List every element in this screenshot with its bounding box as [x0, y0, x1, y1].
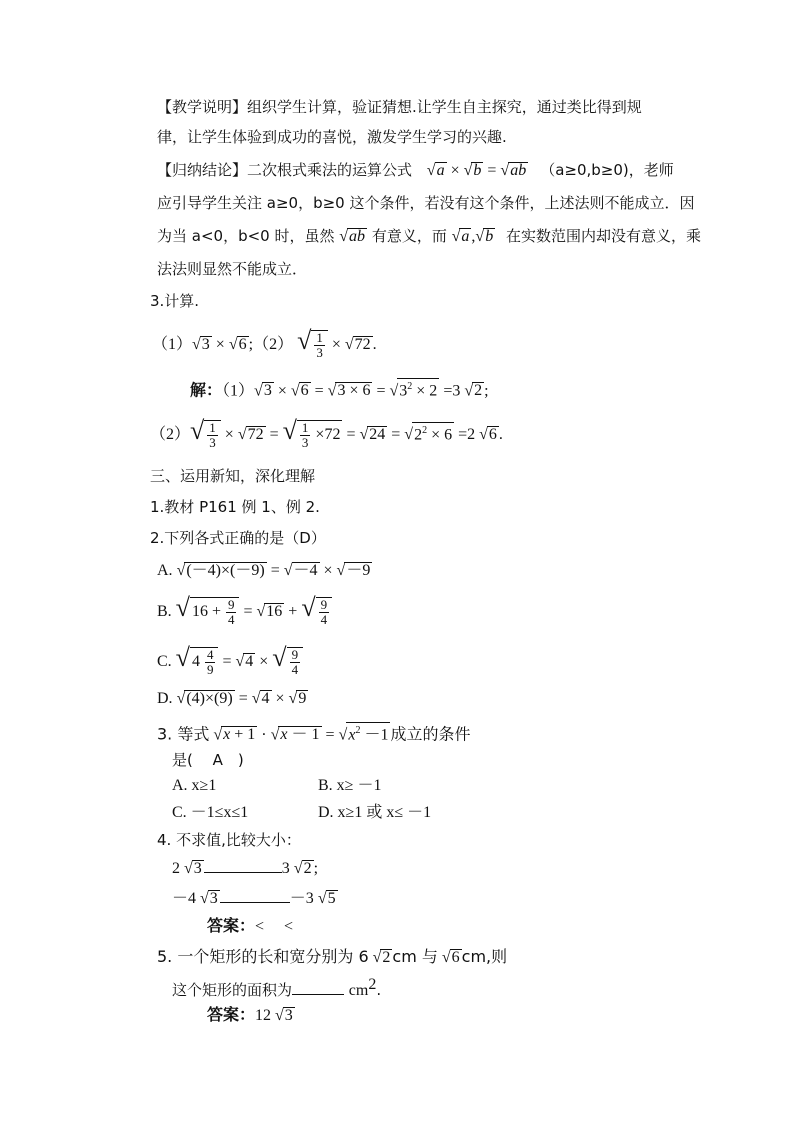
q5-unit: cm [348, 982, 369, 999]
q3-stem: 3. 等式 $√x + 1 \cdot √x - 1 = √x^2 -1$ 成立的条件 [157, 722, 470, 746]
q4-row1-left: 2 [172, 860, 180, 877]
q3-option-d: D. x≥1 或 x≤ －1 [318, 804, 432, 821]
sqrt-ab: √ab [339, 228, 366, 245]
product-formula: √a × √b = √ab [426, 162, 527, 179]
q4-answer [207, 915, 293, 938]
q5-line2: 这个矩形的面积为 $cm^2$. [172, 976, 382, 999]
conclusion-line1 [157, 159, 674, 182]
q4-answer-label: 答案： [207, 916, 256, 935]
conclusion-line3-part1: 为当 a<0，b<0 时，虽然 [157, 227, 335, 245]
conclusion-line4: 法法则显然不能成立． [157, 260, 308, 278]
q4-blank-1[interactable] [204, 872, 282, 873]
q4-row2: －4 √3 －3 √5 [172, 890, 336, 907]
calc-q1-label: （1） [152, 336, 193, 353]
conclusion-head: 【归纳结论】二次根式乘法的运算公式 [157, 161, 413, 179]
calc-q2-label: （2） [253, 336, 294, 353]
q3-stem-label: 3. 等式 [157, 724, 210, 744]
conclusion-line3-part3: 在实数范围内却没有意义，乘 [505, 227, 701, 245]
q5-answer-value: 12 [255, 1007, 272, 1024]
q4-row1: 2 √3 3 √2 ; [172, 860, 319, 877]
q3-option-b: B. x≥ －1 [318, 777, 382, 794]
conclusion-line3 [157, 225, 701, 248]
q3-answer-blank: 是( A ) [172, 751, 244, 769]
q5-stem-part3: cm,则 [461, 947, 508, 966]
solution-2-label: （2） [150, 426, 191, 443]
q3-option-a: A. x≥1 [172, 777, 217, 794]
q5-answer-label: 答案： [207, 1005, 256, 1024]
option-d: D. √(4)×(9) = √4 × √9 [157, 690, 307, 707]
teaching-note-line2: 律，让学生体验到成功的喜悦，激发学生学习的兴趣. [157, 128, 507, 146]
option-a-label: A. [157, 562, 173, 579]
solution-label: 解： [190, 380, 223, 400]
q4-blank-2[interactable] [220, 902, 290, 903]
q4-row2-right: －3 [289, 890, 314, 907]
q5-stem-part1: 5. 一个矩形的长和宽分别为 6 [157, 947, 369, 966]
option-a: A. √(－4)×(－9) = √－4 × √－9 [157, 562, 371, 579]
calc-title: 3.计算. [150, 292, 200, 310]
section3-title: 三、运用新知，深化理解 [150, 467, 316, 485]
q3-option-c: C. －1≤x≤1 [172, 804, 249, 821]
solution-1: 解：$(1)√3 \times √6 = √3 \times 6 = √3^2 \times 2 =3$ √2 ; [190, 378, 489, 402]
calc-questions: （1）√3 × √6 ;（2） √ $\frac{1}{3}$ × √72 . [152, 326, 377, 361]
q4-answer-value: < < [255, 918, 294, 935]
q5-answer: 答案：12 √3 [207, 1005, 293, 1024]
conclusion-line2: 应引导学生关注 a≥0，b≥0 这个条件，若没有这个条件，上述法则不能成立．因 [157, 194, 695, 212]
teaching-note-line1: 【教学说明】组织学生计算，验证猜想.让学生自主探究，通过类比得到规 [157, 98, 642, 116]
sqrt-a-sqrt-b: √a ,√b [451, 228, 494, 245]
option-d-label: D. [157, 690, 173, 707]
solution-1-label: （1） [222, 382, 255, 400]
q5-stem-part2: cm 与 [392, 947, 438, 966]
option-c: C. √ 4 $\frac{4}{9}$ = √4 × √ $\frac{9}{4}$ [157, 647, 303, 677]
section3-item1: 1.教材 P161 例 1、例 2. [150, 498, 320, 516]
solution-2-result: =2 [458, 426, 476, 443]
q4-stem: 4. 不求值,比较大小： [157, 831, 301, 849]
formula-condition: （a≥0,b≥0)，老师 [540, 161, 674, 179]
q5-line2-text: 这个矩形的面积为 [172, 981, 293, 999]
solution-2: （2）√ $\frac{1}{3}$ × √72 = √ $\frac{1}{3}$ $\times 72 = √24 = √2^2 \times 6 =2$ √6 . [150, 416, 503, 451]
option-b-label: B. [157, 603, 172, 620]
q4-row1-right: 3 [281, 860, 290, 877]
conclusion-line3-part2: 有意义，而 [371, 227, 447, 245]
q3-stem-tail: 成立的条件 [390, 724, 471, 744]
section3-item2: 2.下列各式正确的是（D） [150, 529, 326, 547]
q5-blank[interactable] [292, 994, 344, 995]
q5-stem: 5. 一个矩形的长和宽分别为 6 √2 cm 与 √6 cm,则 [157, 947, 508, 966]
option-b: B. √ 16 + $\frac{9}{4}$ = √16 + √ $\frac{9}{4}$ [157, 597, 332, 627]
solution-1-result: =3 [443, 382, 461, 400]
q4-row2-left: －4 [172, 890, 197, 907]
option-c-label: C. [157, 653, 172, 670]
